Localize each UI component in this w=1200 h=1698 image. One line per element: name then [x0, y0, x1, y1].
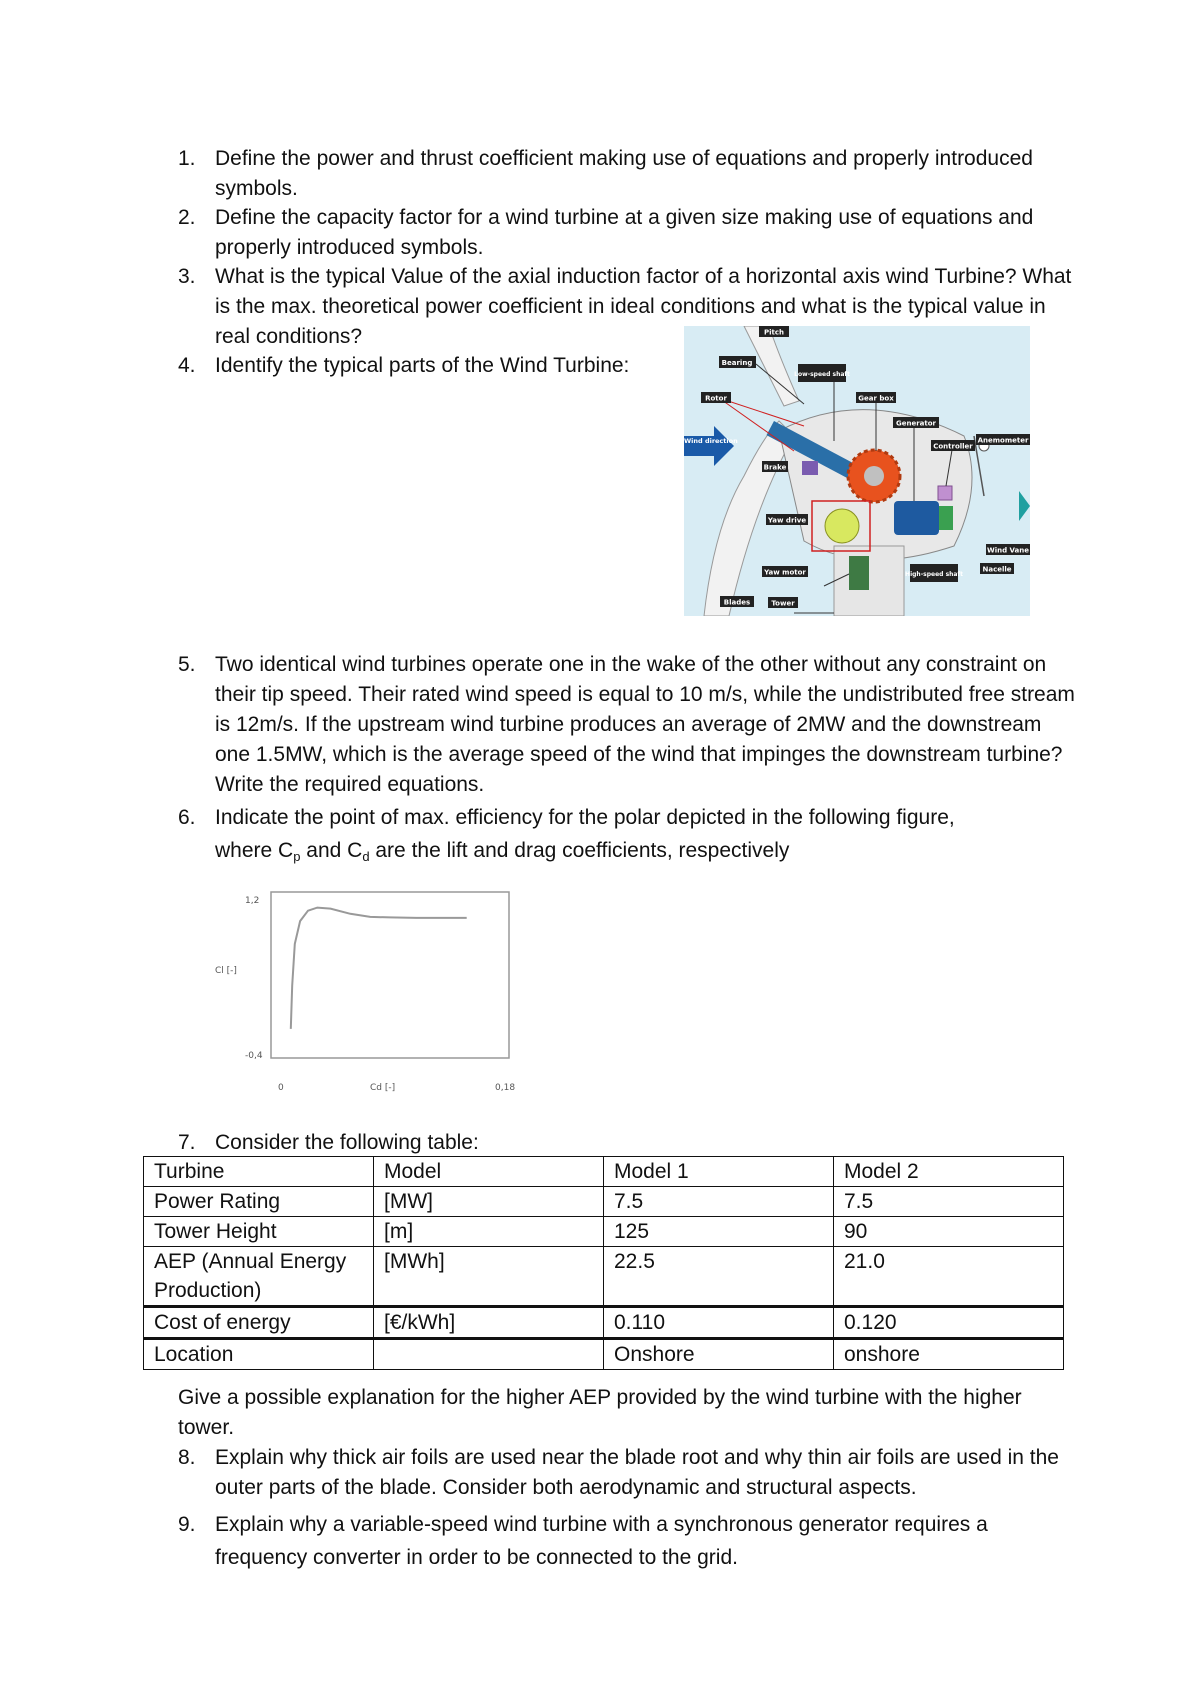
question-number: 7.: [178, 1131, 196, 1154]
table-cell: Model 2: [834, 1157, 1064, 1187]
question-8: [178, 1443, 1078, 1503]
label-blades: Blades: [723, 598, 751, 607]
label-brake: Brake: [763, 463, 787, 472]
question-text: Explain why a variable-speed wind turbine with a synchronous generator requires a frequency converter in order to be connected to the grid.: [215, 1513, 988, 1569]
question-text-line: [215, 836, 1078, 872]
table-cell: onshore: [834, 1339, 1064, 1370]
generator-end-shape: [939, 506, 953, 530]
table-cell: 22.5: [604, 1247, 834, 1307]
after-table-text: Give a possible explanation for the higher AEP provided by the wind turbine with the higher tower.: [178, 1386, 1022, 1439]
text-segment: where C: [215, 839, 294, 862]
question-number: 3.: [178, 265, 196, 288]
table-cell: 7.5: [604, 1187, 834, 1217]
label-tower: Tower: [771, 599, 795, 608]
label-rotor: Rotor: [705, 394, 727, 403]
question-number: 6.: [178, 806, 196, 829]
subscript: p: [293, 849, 301, 864]
question-4: [178, 351, 678, 381]
label-gear-box: Gear box: [858, 394, 894, 403]
question-text: Identify the typical parts of the Wind Turbine:: [215, 354, 630, 377]
question-9: [178, 1508, 1078, 1574]
question-text-line: Indicate the point of max. efficiency for the polar depicted in the following figure,: [215, 806, 955, 829]
question-text: [215, 803, 1078, 872]
yaw-motor-shape: [849, 556, 869, 590]
table-cell: [m]: [374, 1217, 604, 1247]
question-number: 2.: [178, 206, 196, 229]
text-segment: and C: [300, 839, 363, 862]
table-cell: [MW]: [374, 1187, 604, 1217]
table-row: [144, 1307, 1064, 1339]
table-cell: Power Rating: [144, 1187, 374, 1217]
table-cell: Turbine: [144, 1157, 374, 1187]
label-nacelle: Nacelle: [982, 565, 1012, 574]
label-yaw-motor: Yaw motor: [764, 568, 806, 577]
subscript: d: [362, 849, 370, 864]
table-cell: AEP (Annual Energy Production): [144, 1247, 374, 1307]
question-1: [178, 144, 1078, 204]
question-text: Consider the following table:: [215, 1131, 479, 1154]
label-low-speed-shaft: Low-speed shaft: [794, 371, 850, 378]
table-row: [144, 1247, 1064, 1307]
table-cell: 7.5: [834, 1187, 1064, 1217]
table-cell: Model 1: [604, 1157, 834, 1187]
question-number: 5.: [178, 653, 196, 676]
question-5: [178, 650, 1078, 800]
table-cell: 90: [834, 1217, 1064, 1247]
generator-shape: [894, 501, 939, 535]
question-2: [178, 203, 1078, 263]
question-text: What is the typical Value of the axial induction factor of a horizontal axis wind Turbine? What is the max. theoretical power coefficient in ideal conditions and what is the typical value in real conditions?: [215, 265, 1072, 348]
turbine-table: [143, 1156, 1064, 1370]
table-cell: 21.0: [834, 1247, 1064, 1307]
question-7: [178, 1128, 1078, 1158]
x-tick-right: 0,18: [495, 1083, 516, 1093]
x-axis-label: Cd [-]: [370, 1083, 396, 1093]
text-segment: are the lift and drag coefficients, respectively: [369, 839, 790, 862]
label-bearing: Bearing: [721, 359, 753, 367]
polar-chart: [205, 886, 535, 1096]
table-cell: Cost of energy: [144, 1307, 374, 1339]
question-6: [178, 803, 1078, 872]
table-row: [144, 1157, 1064, 1187]
y-tick-bottom: -0,4: [245, 1051, 263, 1061]
brake-shape: [802, 461, 818, 475]
label-wind-vane: Wind Vane: [986, 546, 1030, 555]
table-row: [144, 1187, 1064, 1217]
question-text: Explain why thick air foils are used near the blade root and why thin air foils are used in the outer parts of the blade. Consider both aerodynamic and structural aspects.: [215, 1446, 1059, 1499]
label-generator: Generator: [895, 419, 937, 428]
table-cell: Model: [374, 1157, 604, 1187]
table-cell: Onshore: [604, 1339, 834, 1370]
y-axis-label: Cl [-]: [215, 966, 237, 976]
table-cell: 0.110: [604, 1307, 834, 1339]
table-cell: 125: [604, 1217, 834, 1247]
table-cell: [€/kWh]: [374, 1307, 604, 1339]
yaw-gear-shape: [825, 509, 859, 543]
question-number: 1.: [178, 147, 196, 170]
table-row: [144, 1339, 1064, 1370]
table-row: [144, 1217, 1064, 1247]
table-cell: Location: [144, 1339, 374, 1370]
table-cell: Tower Height: [144, 1217, 374, 1247]
gear-hub-shape: [864, 466, 884, 486]
question-number: 4.: [178, 354, 196, 377]
controller-shape: [938, 486, 952, 500]
question-text: Two identical wind turbines operate one in the wake of the other without any constraint on their tip speed. Their rated wind speed is equal to 10 m/s, while the undistributed free stream is 12m/s. If the upstream wind turbine produces an average of 2MW and the downstream one 1.5MW, which is the average speed of the wind that impinges the downstream turbine? Write the required equations.: [215, 653, 1075, 796]
y-tick-top: 1,2: [245, 896, 260, 906]
question-number: 8.: [178, 1446, 196, 1469]
wind-turbine-diagram: [684, 326, 1030, 616]
label-yaw-drive: Yaw drive: [767, 516, 807, 525]
table-cell: [374, 1339, 604, 1370]
x-tick-left: 0: [278, 1083, 284, 1093]
question-text: Define the capacity factor for a wind turbine at a given size making use of equations and properly introduced symbols.: [215, 206, 1034, 259]
table-cell: [MWh]: [374, 1247, 604, 1307]
question-text: Define the power and thrust coefficient making use of equations and properly introduced symbols.: [215, 147, 1033, 200]
label-high-speed-shaft: High-speed shaft: [905, 571, 963, 578]
label-pitch: Pitch: [763, 328, 785, 337]
question-number: 9.: [178, 1513, 196, 1536]
label-anemometer: Anemometer: [977, 436, 1029, 445]
label-wind-direction: Wind direction: [684, 437, 738, 445]
label-controller: Controller: [933, 442, 973, 451]
table-cell: 0.120: [834, 1307, 1064, 1339]
